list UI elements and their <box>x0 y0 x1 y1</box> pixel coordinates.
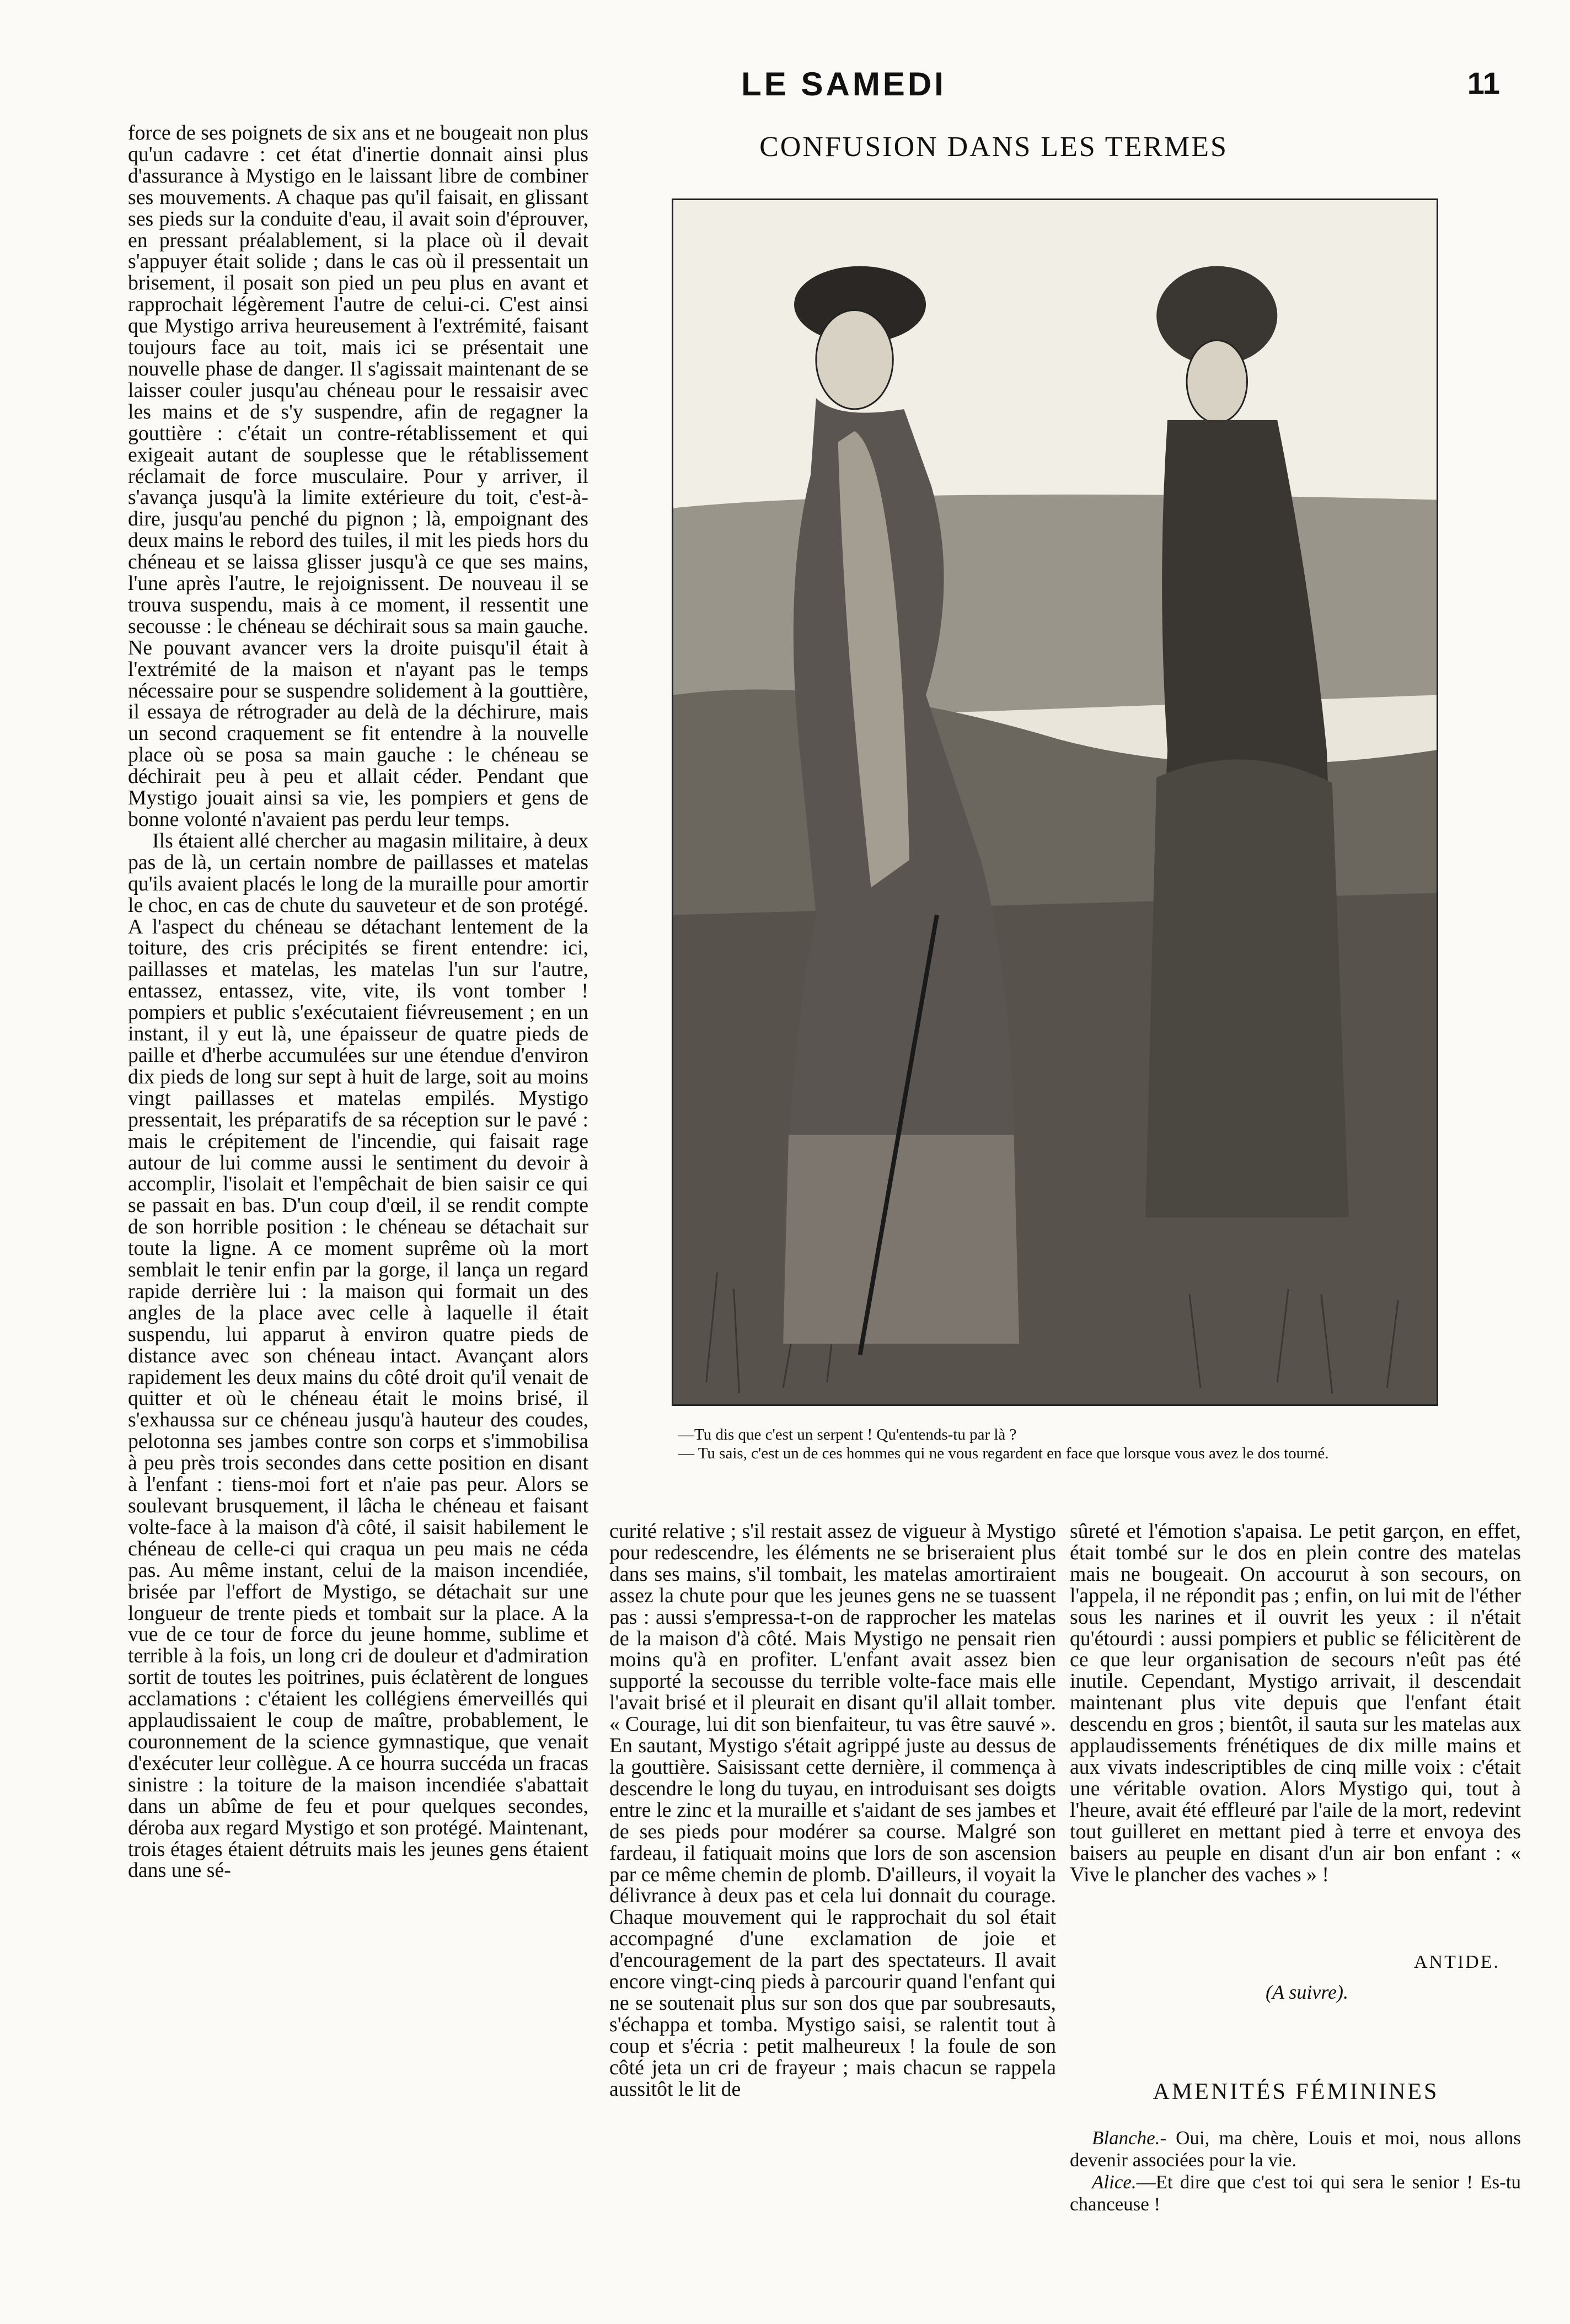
caption-line-2: — Tu sais, c'est un de ces hommes qui ne vous regardent en face que lorsque vous avez le dos tourné. <box>678 1445 1329 1462</box>
illustration-title: CONFUSION DANS LES TERMES <box>759 131 1228 163</box>
left-paragraph-2: Ils étaient allé chercher au magasin militaire, à deux pas de là, un certain nombre de paillasses et matelas qu'ils avaient placés le long de la muraille pour amortir le choc, en cas de chute du sauveteur et de son protégé. A l'aspect du chéneau se détachant lentement de la toiture, des cris précipités se firent entendre: ici, paillasses et matelas, les matelas l'un sur l'autre, entassez, entassez, vite, vite, ils vont tomber ! pompiers et public s'exécutaient fiévreusement ; en un instant, il y eut là, une épaisseur de quatre pieds de paille et d'herbe accumulées sur une étendue d'environ dix pieds de long sur sept à huit de large, soit au moins vingt paillasses et matelas empilés. Mystigo pressentait, les préparatifs de sa réception sur le pavé : mais le crépitement de l'incendie, qui faisait rage autour de lui comme aussi le sentiment du devoir à accomplir, l'isolait et l'empêchait de bien saisir ce qui se passait en bas. D'un coup d'œil, il se rendit compte de son horrible position : le chéneau se détachait sur toute la ligne. A ce moment suprême où la mort semblait le tenir enfin par la gorge, il lança un regard rapide derrière lui : la maison qui formait un des angles de la place avec celle à laquelle il était suspendu, lui apparut à environ quatre pieds de distance avec son chéneau intact. Avançant alors rapidement les deux mains du côté droit qu'il venait de quitter et où le chéneau était le moins brisé, il s'exhaussa sur ce chéneau jusqu'à hauteur des coudes, pelotonna ses jambes contre son corps et s'immobilisa à peu près trois secondes dans cette position en disant à l'enfant : tiens-moi fort et n'aie pas peur. Alors se soulevant brusquement, il lâcha le chéneau et faisant volte-face à la maison d'à côté, il saisit habilement le chéneau de celle-ci qui craqua un peu mais ne céda pas. Au même instant, celui de la maison incendiée, brisée par l'effort de Mystigo, se détachait sur une longueur de trente pieds et tombait sur la place. A la vue de ce tour de force du jeune homme, sublime et terrible à la fois, un long cri de douleur et d'admiration sortit de toutes les poitrines, puis éclatèrent de longues acclamations : c'étaient les collégiens émerveillés qui applaudissaient le coup de maître, probablement, le couronnement de la science gymnastique, que venait d'exécuter leur collègue. A ce hourra succéda un fracas sinistre : la toiture de la maison incendiée s'abattait dans un abîme de feu et pour quelques secondes, déroba aux regard Mystigo et son protégé. Maintenant, trois étages étaient détruits mais les jeunes gens étaient dans une sé- <box>128 829 588 1882</box>
engraving-svg <box>673 200 1437 1404</box>
sky <box>673 200 1437 508</box>
middle-column <box>609 1521 1056 2100</box>
sea <box>673 495 1437 722</box>
right-column <box>1070 1521 1521 1885</box>
caption-line-1: —Tu dis que c'est un serpent ! Qu'entends-tu par là ? <box>678 1426 1017 1443</box>
author-signature: ANTIDE. <box>1413 1952 1500 1972</box>
left-column <box>128 122 588 1881</box>
speaker-blanche: Blanche. <box>1092 2127 1160 2149</box>
alice-text: —Et dire que c'est toi qui sera le senior ! Es-tu chanceuse ! <box>1070 2171 1521 2215</box>
left-paragraph-1: force de ses poignets de six ans et ne bougeait non plus qu'un cadavre : cet état d'inertie donnait ainsi plus d'assurance à Mystigo en le laissant libre de combiner ses mouvements. A chaque pas qu'il faisait, en glissant ses pieds sur la conduite d'eau, il avait soin d'éprouver, en pressant préalablement, si la place où il devait s'appuyer était solide ; dans le cas où il pressentait un brisement, il posait son pied un peu plus en avant et rapprochait légèrement l'autre de celui-ci. C'est ainsi que Mystigo arriva heureusement à l'extrémité, faisant toujours face au toit, mais ici se présentait une nouvelle phase de danger. Il s'agissait maintenant de se laisser couler jusqu'au chéneau pour le ressaisir avec les mains et de s'y suspendre, afin de regagner la gouttière : c'était un contre-rétablissement et qui exigeait autant de souplesse que le rétablissement réclamait de force musculaire. Pour y arriver, il s'avança jusqu'à la limite extérieure du toit, c'est-à-dire, jusqu'au penché du pignon ; là, empoignant des deux mains le rebord des tuiles, il mit les pieds hors du chéneau et se laissa glisser jusqu'à ce que ses mains, l'une après l'autre, le rejoignissent. De nouveau il se trouva suspendu, mais à ce moment, il ressentit une secousse : le chéneau se déchirait sous sa main gauche. Ne pouvant avancer vers la droite puisqu'il était à l'extrémité de la maison et n'ayant pas le temps nécessaire pour se suspendre solidement à la gouttière, il essaya de rétrograder au delà de la déchirure, mais un second craquement se fit entendre à la nouvelle place où se posa sa main gauche : le chéneau se déchirait peu à peu et allait céder. Pendant que Mystigo jouait ainsi sa vie, les pompiers et gens de bonne volonté n'avaient pas perdu leur temps. <box>128 121 588 831</box>
middle-paragraph-1: curité relative ; s'il restait assez de vigueur à Mystigo pour redescendre, les éléments ne se briseraient plus dans ses mains, s'il tombait, les matelas amortiraient assez la chute pour que les jeunes gens ne se tuassent pas : aussi s'empressa-t-on de rapprocher les matelas de la maison d'à côté. Mais Mystigo ne pensait rien moins qu'à en profiter. L'enfant avait assez bien supporté la secousse du terrible volte-face mais elle l'avait brisé et il pleurait en disant qu'il allait tomber. « Courage, lui dit son bienfaiteur, tu vas être sauvé ». En sautant, Mystigo s'était agrippé juste au dessus de la gouttière. Saisissant cette dernière, il commença à descendre le long du tuyau, en introduisant ses doigts entre le zinc et la muraille et s'aidant de ses jambes et de ses pieds pour modérer sa course. Malgré son fardeau, il fatiquait moins que lors de son ascension par ce même chemin de plomb. D'ailleurs, il voyait la délivrance à deux pas et cela lui donnait du courage. Chaque mouvement qui le rapprochait du sol était accompagné d'une exclamation de joie et d'encouragement de la part des spectateurs. Il avait encore vingt-cinq pieds à parcourir quand l'enfant qui ne se soutenait plus sur son dos que par soubresauts, s'échappa et tomba. Mystigo saisi, se ralentit tout à coup et s'écria : petit malheureux ! la foule de son côté jeta un cri de frayeur ; mais chacun se rappela aussitôt le lit de <box>609 1520 1056 2101</box>
engraving-illustration <box>672 198 1438 1406</box>
dialogue-line-2 <box>1070 2171 1521 2215</box>
dialogue-line-1 <box>1070 2127 1521 2171</box>
masthead: LE SAMEDI <box>741 66 946 103</box>
amenites-title: AMENITÉS FÉMININES <box>1153 2079 1439 2105</box>
to-be-continued: (A suivre). <box>1266 1981 1348 2003</box>
right-paragraph-1: sûreté et l'émotion s'apaisa. Le petit garçon, en effet, était tombé sur le dos en plein contre des matelas mais ne bougeait. On accourut à son secours, on l'appela, il ne répondit pas ; enfin, on lui mit de l'éther sous les narines et il ouvrit les yeux : il n'était qu'étourdi : aussi pompiers et public se félicitèrent de ce que leur organisation de secours n'eût pas été inutile. Cependant, Mystigo arrivait, il descendait maintenant plus vite depuis que l'enfant était descendu en gros ; bientôt, il sauta sur les matelas aux applaudissements frénétiques de dix mille mains et aux vivats indescriptibles de cinq mille voix : c'était une véritable ovation. Alors Mystigo qui, tout à l'heure, avait été effleuré par l'aile de la mort, redevint tout guilleret en mettant pied à terre et envoya des baisers au peuple en disant d'un air bon enfant : « Vive le plancher des vaches » ! <box>1070 1520 1521 1886</box>
illustration-caption <box>678 1425 1450 1463</box>
page-number: 11 <box>1467 66 1500 100</box>
blanche-text: - Oui, ma chère, Louis et moi, nous allons devenir associées pour la vie. <box>1070 2127 1521 2171</box>
speaker-alice: Alice. <box>1092 2171 1137 2193</box>
amenites-dialogue <box>1070 2127 1521 2215</box>
page-header <box>0 65 1570 126</box>
